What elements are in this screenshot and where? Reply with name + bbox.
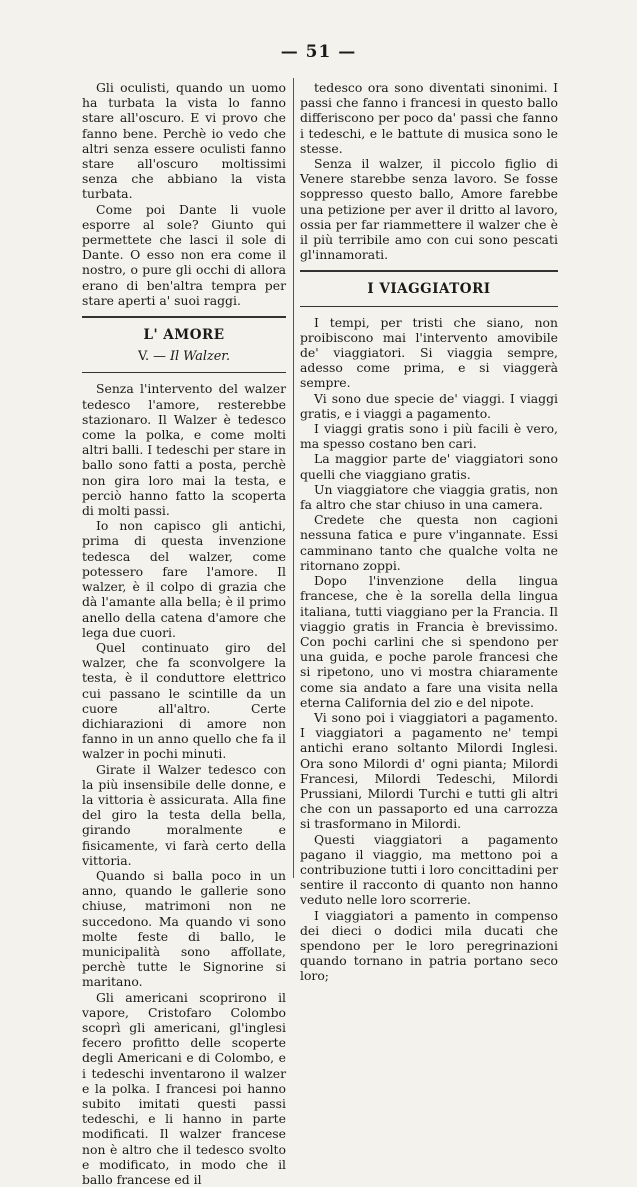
intro-paragraph-2: Come poi Dante li vuole esporre al sole? Giunto qui permettete che lasci il sole di Dante. O esso non era come il nostro, o pure gli occhi di allora erano di ben'altra tempra per stare aperti a' suoi raggi. — [82, 201, 286, 308]
viaggi-paragraph-1: I tempi, per tristi che siano, non proibiscono mai l'intervento amovibile de' viaggiatori. Si viaggia sempre, adesso come prima, e si viaggerà sempre. — [300, 314, 558, 391]
body-paragraph-2: Io non capisco gli antichi, prima di questa invenzione tedesca del walzer, come potessero fare l'amore. Il walzer, è il colpo di grazia che dà l'amante alla bella; è il primo anello della catena d'amore che lega due cuori. — [82, 518, 286, 640]
viaggi-paragraph-10: I viaggiatori a pamento in compenso dei dieci o dodici mila ducati che spendono per le loro peregrinazioni quando tornano in patria portano seco loro; — [300, 907, 558, 984]
viaggi-paragraph-4: La maggior parte de' viaggiatori sono quelli che viaggiano gratis. — [300, 451, 558, 482]
page-number: — 51 — — [280, 42, 357, 62]
subtitle-divider — [82, 372, 286, 373]
left-column — [82, 80, 286, 1187]
body-paragraph-4: Girate il Walzer tedesco con la più insensibile delle donne, e la vittoria è assicurata. Alla fine del giro la testa della bella, girando moralmente e fisicamente, vi farà certo della vittoria. — [82, 761, 286, 868]
chapter-subtitle — [82, 349, 286, 364]
viaggi-paragraph-6: Credete che questa non cagioni nessuna fatica e pure v'ingannate. Essi camminano tanto che qualche volta ne ritornano zoppi. — [300, 512, 558, 573]
continuation-paragraph-1: tedesco ora sono diventati sinonimi. I passi che fanno i francesi in questo ballo differiscono per poco da' passi che fanno i tedeschi, e le battute di musica sono le stesse. — [300, 80, 558, 156]
subtitle-name: Il Walzer. — [169, 349, 231, 365]
section-divider-right — [300, 270, 558, 272]
subtitle-number: V. — — [137, 349, 166, 365]
right-column — [300, 80, 558, 984]
section-title-amore: L' AMORE — [143, 327, 225, 344]
viaggi-paragraph-2: Vi sono due specie de' viaggi. I viaggi gratis, e i viaggi a pagamento. — [300, 390, 558, 421]
body-paragraph-5: Quando si balla poco in un anno, quando le gallerie sono chiuse, matrimoni non ne succedono. Ma quando vi sono molte feste di ballo, le municipalità sono affollate, perchè tutte le Signorine si maritano. — [82, 867, 286, 990]
viaggi-paragraph-9: Questi viaggiatori a pagamento pagano il viaggio, ma mettono poi a contribuzione tutti i loro concittadini per sentire il racconto di quanto non hanno veduto nelle loro scorrerie. — [300, 831, 558, 908]
section-title-viaggiatori: I VIAGGIATORI — [367, 281, 491, 298]
viaggi-paragraph-5: Un viaggiatore che viaggia gratis, non fa altro che star chiuso in una camera. — [300, 481, 558, 513]
title-divider-right — [300, 306, 558, 307]
body-paragraph-3: Quel continuato giro del walzer, che fa sconvolgere la testa, è il conduttore elettrico cui passano le scintille da un cuore all'altro. Certe dichiarazioni di amore non fanno in un anno quello che fa il walzer in pochi minuti. — [82, 639, 286, 762]
section-divider — [82, 316, 286, 318]
intro-paragraph-1: Gli oculisti, quando un uomo ha turbata la vista lo fanno stare all'oscuro. E vi provo che fanno bene. Perchè io vedo che altri senza essere oculisti fanno stare all'oscuro moltissimi senza che abbiano la vista turbata. — [82, 80, 286, 202]
body-paragraph-1: Senza l'intervento del walzer tedesco l'amore, resterebbe stazionaro. Il Walzer è tedesco come la polka, e come molti altri balli. I tedeschi per stare in ballo sono fatti a posta, perchè non gira loro mai la testa, e perciò hanno fatto la scoperta di molti passi. — [82, 381, 286, 519]
viaggi-paragraph-7: Dopo l'invenzione della lingua francese, che è la sorella della lingua italiana, tutti viaggiano per la Francia. Il viaggio gratis in Francia è brevissimo. Con pochi carlini che si spendono per una guida, e poche parole francesi che si ripetono, uno vi mostra chiaramente come sia andato a fare una visita nella eterna California del zio e del nipote. — [300, 573, 558, 710]
column-rule — [293, 78, 294, 878]
body-paragraph-6: Gli americani scoprirono il vapore, Cristofaro Colombo scoprì gli americani, gl'inglesi fecero profitto delle scoperte degli Americani e di Colombo, e i tedeschi inventarono il walzer e la polka. I francesi poi hanno subito imitati questi passi tedeschi, e li hanno in parte modificati. Il walzer francese non è altro che il tedesco svolto e modificato, in modo che il ballo francese ed il — [82, 989, 286, 1187]
viaggi-paragraph-8: Vi sono poi i viaggiatori a pagamento. I viaggiatori a pagamento ne' tempi antichi erano soltanto Milordi Inglesi. Ora sono Milordi d' ogni pianta; Milordi Francesi, Milordi Tedeschi, Milordi Prussiani, Milordi Turchi e tutti gli altri che con un passaporto ed una carrozza si trasformano in Milordi. — [300, 709, 558, 832]
viaggi-paragraph-3: I viaggi gratis sono i più facili è vero, ma spesso costano ben cari. — [300, 421, 558, 452]
continuation-paragraph-2: Senza il walzer, il piccolo figlio di Venere starebbe senza lavoro. Se fosse soppresso questo ballo, Amore farebbe una petizione per aver il dritto al lavoro, ossia per far riammettere il walzer che è il più terribile amo con cui sono pescati gl'innamorati. — [300, 156, 558, 263]
